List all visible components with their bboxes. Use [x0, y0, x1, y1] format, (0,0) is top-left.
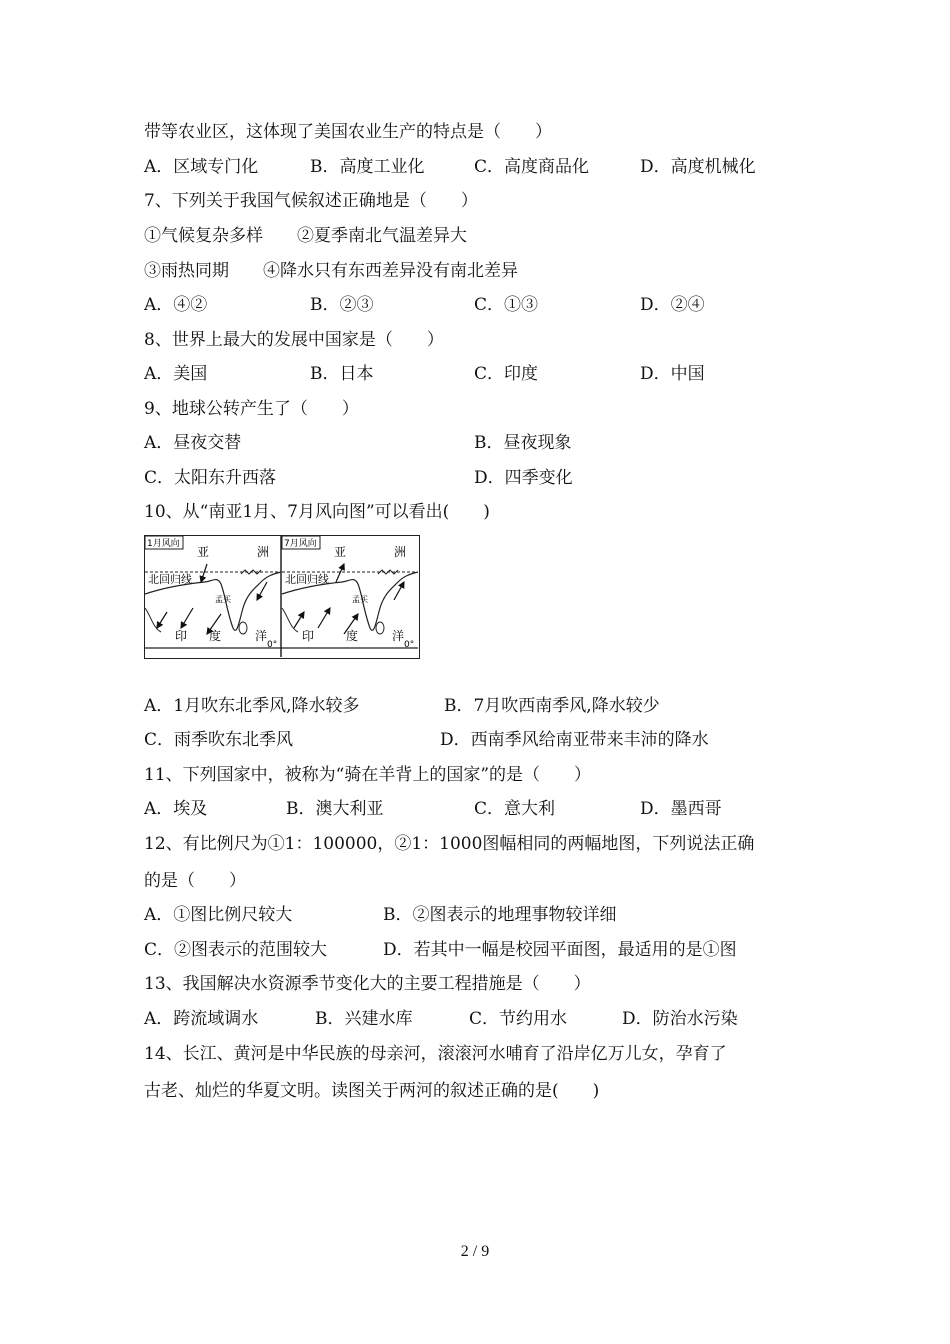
jul-title: 7月风向 [284, 539, 317, 549]
q9-option-b[interactable]: B．昼夜现象 [474, 433, 572, 453]
jul-ocean-2: 度 [346, 629, 359, 643]
q6-stem: 带等农业区，这体现了美国农业生产的特点是（ ） [144, 122, 552, 142]
q8-option-d[interactable]: D．中国 [640, 364, 705, 384]
q14-stem-line2: 古老、灿烂的华夏文明。读图关于两河的叙述正确的是( ) [144, 1081, 600, 1101]
q7-statement-2: ③雨热同期 ④降水只有东西差异没有南北差异 [144, 261, 518, 281]
q7-stem: 7、下列关于我国气候叙述正确地是（ ） [144, 191, 478, 211]
q13-option-c[interactable]: C．节约用水 [469, 1009, 568, 1029]
jul-asia-2: 洲 [394, 545, 407, 559]
jan-ocean-1: 印 [175, 629, 188, 643]
q7-statement-1: ①气候复杂多样 ②夏季南北气温差异大 [144, 226, 467, 246]
q9-option-a[interactable]: A．昼夜交替 [144, 433, 242, 453]
q7-option-c[interactable]: C．①③ [474, 295, 539, 315]
q10-stem: 10、从“南亚1月、7月风向图”可以看出( ) [144, 502, 490, 522]
q6-option-d[interactable]: D．高度机械化 [640, 157, 756, 177]
jul-tropic-label: 北回归线 [285, 573, 329, 586]
jul-equator-label: 0° [404, 640, 415, 650]
south-asia-wind-map [144, 535, 420, 659]
q8-option-a[interactable]: A．美国 [144, 364, 208, 384]
q6-option-a[interactable]: A．区域专门化 [144, 157, 259, 177]
jan-ocean-3: 洋 [255, 629, 268, 643]
jul-ocean-3: 洋 [392, 629, 405, 643]
jan-tropic-label: 北回归线 [148, 573, 192, 586]
q10-option-d[interactable]: D．西南季风给南亚带来丰沛的降水 [440, 730, 709, 750]
q8-option-b[interactable]: B．日本 [310, 364, 374, 384]
q11-option-b[interactable]: B．澳大利亚 [286, 799, 384, 819]
q12-option-c[interactable]: C．②图表示的范围较大 [144, 940, 328, 960]
q9-option-c[interactable]: C．太阳东升西落 [144, 468, 277, 488]
q10-option-a[interactable]: A．1月吹东北季风,降水较多 [144, 696, 360, 716]
q10-option-c[interactable]: C．雨季吹东北季风 [144, 730, 294, 750]
jul-asia-1: 亚 [334, 545, 347, 559]
q9-stem: 9、地球公转产生了（ ） [144, 399, 359, 419]
q12-option-a[interactable]: A．①图比例尺较大 [144, 905, 293, 925]
jan-city: 孟买 [215, 595, 231, 604]
q11-option-d[interactable]: D．墨西哥 [640, 799, 722, 819]
january-panel [145, 536, 281, 650]
q7-option-a[interactable]: A．④② [144, 295, 208, 315]
q8-stem: 8、世界上最大的发展中国家是（ ） [144, 330, 444, 350]
q11-option-a[interactable]: A．埃及 [144, 799, 208, 819]
q11-option-c[interactable]: C．意大利 [474, 799, 556, 819]
july-panel [282, 536, 418, 650]
jul-ocean-1: 印 [302, 629, 315, 643]
q14-stem-line1: 14、长江、黄河是中华民族的母亲河，滚滚河水哺育了沿岸亿万儿女，孕育了 [144, 1044, 727, 1064]
q11-stem: 11、下列国家中，被称为“骑在羊背上的国家”的是（ ） [144, 765, 592, 785]
jul-sri-lanka [376, 622, 384, 634]
jul-city: 孟买 [352, 595, 368, 604]
jan-asia-2: 洲 [257, 545, 270, 559]
q6-option-c[interactable]: C．高度商品化 [474, 157, 590, 177]
q9-option-d[interactable]: D．四季变化 [474, 468, 573, 488]
q12-option-b[interactable]: B．②图表示的地理事物较详细 [383, 905, 617, 925]
jan-title: 1月风向 [147, 539, 180, 549]
q13-stem: 13、我国解决水资源季节变化大的主要工程措施是（ ） [144, 974, 591, 994]
jan-asia-1: 亚 [197, 545, 210, 559]
q13-option-a[interactable]: A．跨流域调水 [144, 1009, 259, 1029]
q13-option-b[interactable]: B．兴建水库 [315, 1009, 413, 1029]
q10-option-b[interactable]: B．7月吹西南季风,降水较少 [444, 696, 660, 716]
q12-option-d[interactable]: D．若其中一幅是校园平面图，最适用的是①图 [383, 940, 737, 960]
wind-map-figure [145, 536, 418, 657]
jan-ocean-2: 度 [209, 629, 222, 643]
q12-stem-line2: 的是（ ） [144, 871, 246, 891]
jan-sri-lanka [239, 622, 247, 634]
q6-option-b[interactable]: B．高度工业化 [310, 157, 425, 177]
jan-equator-label: 0° [267, 640, 278, 650]
q7-option-b[interactable]: B．②③ [310, 295, 374, 315]
page-number: 2 / 9 [460, 1243, 490, 1260]
q7-option-d[interactable]: D．②④ [640, 295, 705, 315]
q8-option-c[interactable]: C．印度 [474, 364, 539, 384]
q12-stem-line1: 12、有比例尺为①1：100000，②1：1000图幅相同的两幅地图，下列说法正确 [144, 834, 755, 854]
q13-option-d[interactable]: D．防治水污染 [622, 1009, 738, 1029]
